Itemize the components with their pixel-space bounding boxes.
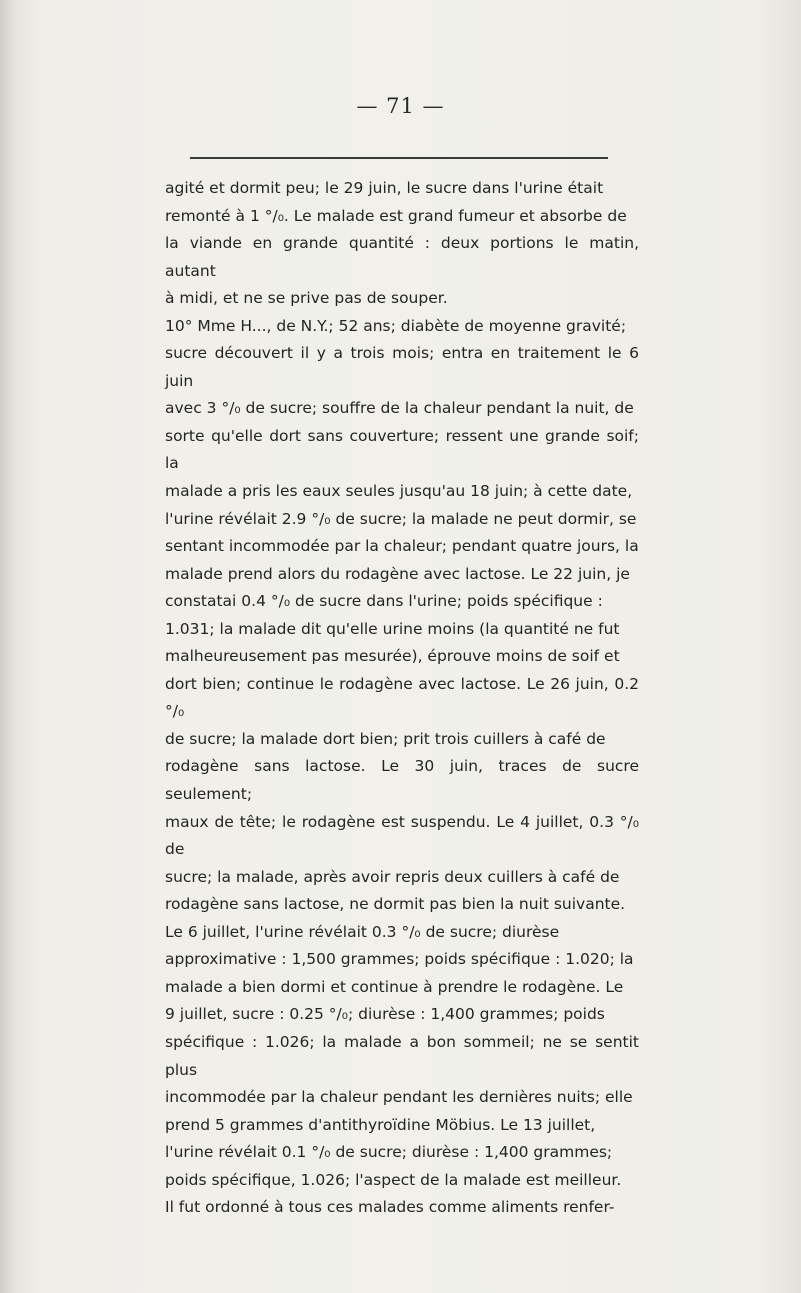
header-rule — [190, 157, 608, 159]
paragraph-conclusion: Il fut ordonné à tous ces malades comme aliments renfer- — [165, 1198, 615, 1217]
paragraph-continuation: agité et dormit peu; le 29 juin, le sucre dans l'urine était remonté à 1 °/₀. Le malade est grand fumeur et absorbe de la viande en grande quantité : deux portions le matin, autant à midi, et ne se prive pas de souper. — [165, 179, 639, 308]
paragraph-case-10: 10° Mme H..., de N.Y.; 52 ans; diabète de moyenne gravité; sucre découvert il y a trois mois; entra en traitement le 6 juin avec 3 °/₀ de sucre; souffre de la chaleur pendant la nuit, de sorte qu'elle dort sans couverture; ressent une grande soif; la malade a pris les eaux seules jusqu'au 18 juin; à cette date, l'urine révélait 2.9 °/₀ de sucre; la malade ne peut dormir, se sentant incommodée par la chaleur; pendant quatre jours, la malade prend alors du rodagène avec lactose. Le 22 juin, je constatai 0.4 °/₀ de sucre dans l'urine; poids spécifique : 1.031; la malade dit qu'elle urine moins (la quantité ne fut malheureusement pas mesurée), éprouve moins de soif et dort bien; continue le rodagène avec lactose. Le 26 juin, 0.2 °/₀ de sucre; la malade dort bien; prit trois cuillers à café de rodagène sans lactose. Le 30 juin, traces de sucre seulement; maux de tête; le rodagène est suspendu. Le 4 juillet, 0.3 °/₀ de sucre; la malade, après avoir repris deux cuillers à café de rodagène sans lactose, ne dormit pas bien la nuit suivante. Le 6 juillet, l'urine révélait 0.3 °/₀ de sucre; diurèse approximative : 1,500 grammes; poids spécifique : 1.020; la malade a bien dormi et continue à prendre le rodagène. Le 9 juillet, sucre : 0.25 °/₀; diurèse : 1,400 grammes; poids spécifique : 1.026; la malade a bon sommeil; ne se sentit plus incommodée par la chaleur pendant les dernières nuits; elle prend 5 grammes d'antithyroïdine Möbius. Le 13 juillet, l'urine révélait 0.1 °/₀ de sucre; diurèse : 1,400 grammes; poids spécifique, 1.026; l'aspect de la malade est meilleur. — [165, 316, 639, 1189]
page-number: — 71 — — [356, 94, 445, 118]
page-body — [165, 175, 639, 1222]
